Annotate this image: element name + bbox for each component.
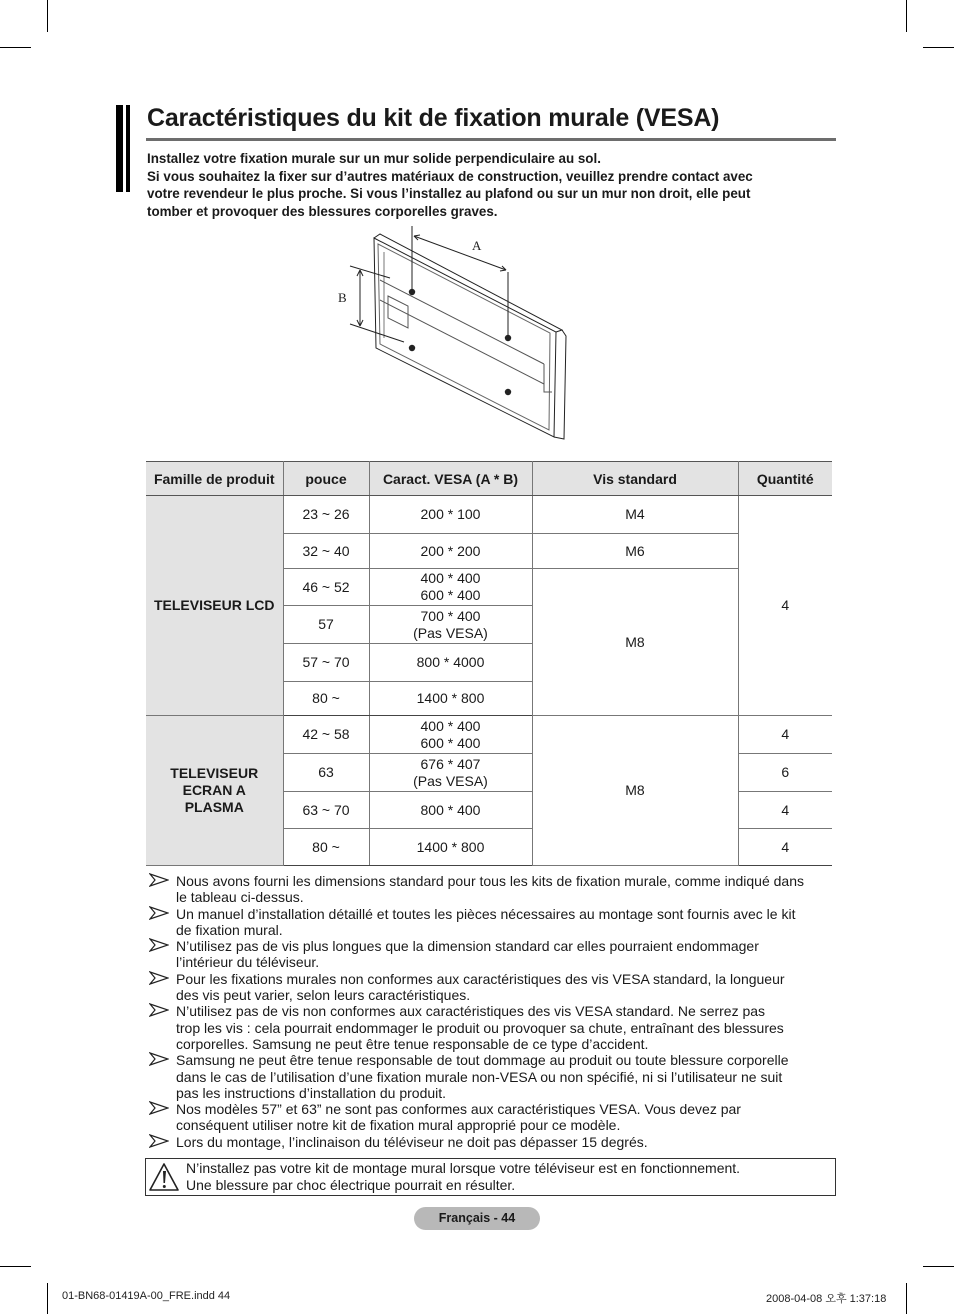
footer-file: 01-BN68-01419A-00_FRE.indd 44 [62,1290,231,1302]
note-line: pas les instructions d’installation du produit. [176,1084,447,1101]
column-header: Famille de produit [146,462,283,496]
note-line: le tableau ci-dessus. [176,889,304,906]
vesa-spec-table [146,461,832,866]
note-line: de fixation mural. [176,921,283,938]
intro-line: Si vous souhaitez la fixer sur d’autres matériaux de construction, veuillez prendre contact avec [147,168,753,184]
note-line: trop les vis : cela pourrait endommager le produit ou provoquer sa chute, entraînant des blessures [176,1019,784,1036]
family-line: PLASMA [184,799,244,815]
crop-mark [923,47,954,48]
note-line: Nous avons fourni les dimensions standard pour tous les kits de fixation murale, comme indiqué dans [176,873,804,889]
title-rule [146,138,836,141]
quantite-cell: 4 [738,829,832,866]
note-line: N’utilisez pas de vis plus longues que la dimension standard car elles pourraient endommager [176,938,759,955]
vesa-cell [369,792,532,829]
note-item [147,1003,842,1052]
dimension-label-b: B [338,290,347,305]
dimension-label-a: A [472,238,482,253]
vesa-value: 676 * 407 [420,755,481,772]
arrow-bullet-icon [149,906,169,920]
family-lcd-cell: TELEVISEUR LCD [146,496,283,716]
vesa-cell [369,534,532,569]
column-header: Quantité [738,462,832,496]
note-line: Pour les fixations murales non conformes aux caractéristiques des vis VESA standard, la longueur [176,970,785,987]
vesa-value: 600 * 400 [420,734,481,751]
note-item [147,1101,842,1134]
intro-line: Installez votre fixation murale sur un mur solide perpendiculaire au sol. [147,151,601,166]
note-line: Lors du montage, l’inclinaison du téléviseur ne doit pas dépasser 15 degrés. [176,1133,648,1150]
intro-line: tomber et provoquer des blessures corporelles graves. [147,203,498,219]
vesa-value: 400 * 400 [420,570,481,586]
quantite-cell: 4 [738,716,832,754]
crop-mark [906,0,907,32]
vesa-cell [369,754,532,792]
family-line: ECRAN A [182,782,246,798]
table-row [146,496,832,534]
note-line: corporelles. Samsung ne peut être tenue responsable de ce type d’accident. [176,1035,649,1052]
vis-cell: M4 [532,496,738,534]
note-item [147,938,842,971]
crop-mark [906,1283,907,1314]
vesa-cell [369,682,532,716]
tv-back-diagram [330,222,580,447]
arrow-bullet-icon [149,873,169,887]
note-line: des vis peut varier, selon leurs caractéristiques. [176,987,471,1004]
warning-box [145,1158,836,1196]
vesa-value: (Pas VESA) [413,772,488,789]
vis-cell: M8 [532,716,738,866]
note-item [147,971,842,1004]
vesa-value: 1400 * 800 [416,690,485,706]
table-header-row [146,462,832,496]
note-line: l’intérieur du téléviseur. [176,954,320,971]
column-header: pouce [283,462,369,496]
vesa-value: 700 * 400 [420,607,481,624]
column-header: Vis standard [532,462,738,496]
pouce-cell: 80 ~ [283,829,369,866]
pouce-cell: 80 ~ [283,682,369,716]
note-line: conséquent utiliser notre kit de fixation mural approprié pour ce modèle. [176,1117,621,1134]
note-item [147,1134,842,1150]
note-line: Nos modèles 57” et 63” ne sont pas conformes aux caractéristiques VESA. Vous devez par [176,1101,741,1118]
vesa-cell [369,716,532,754]
crop-mark [47,1283,48,1314]
vesa-cell [369,496,532,534]
vesa-value: 600 * 400 [420,587,481,603]
note-line: Samsung ne peut être tenue responsable de tout dommage au produit ou toute blessure corporelle [176,1052,789,1069]
pouce-cell: 57 [283,606,369,644]
pouce-cell: 42 ~ 58 [283,716,369,754]
quantite-cell: 6 [738,754,832,792]
quantite-cell: 4 [738,496,832,716]
intro-paragraph [147,150,837,220]
note-item [147,906,842,939]
crop-mark [0,1266,31,1267]
arrow-bullet-icon [149,1101,169,1115]
warning-line: Une blessure par choc électrique pourrait en résulter. [186,1176,516,1193]
note-line: dans le cas de l’utilisation d’une fixation murale non-VESA ou non spécifié, ni si l’utilisateur ne suit [176,1068,783,1085]
warning-line: N’installez pas votre kit de montage mural lorsque votre téléviseur est en fonctionnement. [186,1160,741,1176]
crop-mark [47,0,48,32]
vesa-value: 800 * 4000 [416,654,485,670]
family-line: TELEVISEUR [170,765,259,781]
warning-icon [148,1161,180,1193]
vis-cell: M6 [532,534,738,569]
table-row [146,716,832,754]
vesa-cell [369,644,532,682]
note-item [147,873,842,906]
page-title: Caractéristiques du kit de fixation murale (VESA) [147,104,720,132]
vesa-value: 1400 * 800 [416,838,485,855]
note-line: N’utilisez pas de vis non conformes aux caractéristiques des vis VESA standard. Ne serrez pas [176,1003,766,1020]
arrow-bullet-icon [149,1134,169,1148]
page-number-label: Français - 44 [414,1207,540,1230]
notes-list [147,873,842,1150]
vesa-value: 800 * 400 [420,801,481,818]
family-plasma-cell [146,716,283,866]
pouce-cell: 63 [283,754,369,792]
column-header: Caract. VESA (A * B) [369,462,532,496]
footer-date: 2008-04-08 오후 1:37:18 [766,1293,887,1305]
vesa-cell [369,569,532,606]
arrow-bullet-icon [149,1003,169,1017]
arrow-bullet-icon [149,938,169,952]
pouce-cell: 63 ~ 70 [283,792,369,829]
vesa-value: (Pas VESA) [413,624,488,641]
intro-line: votre revendeur le plus proche. Si vous l’installez au plafond ou sur un mur non droit, elle peut [147,186,751,201]
crop-mark [0,47,31,48]
note-item [147,1052,842,1101]
pouce-cell: 32 ~ 40 [283,534,369,569]
pouce-cell: 46 ~ 52 [283,569,369,606]
vis-cell: M8 [532,569,738,716]
vesa-value: 200 * 100 [420,506,481,522]
vesa-cell [369,606,532,644]
quantite-cell: 4 [738,792,832,829]
pouce-cell: 57 ~ 70 [283,644,369,682]
vesa-value: 200 * 200 [420,542,481,559]
vesa-value: 400 * 400 [420,717,481,734]
arrow-bullet-icon [149,971,169,985]
pouce-cell: 23 ~ 26 [283,496,369,534]
vesa-cell [369,829,532,866]
warning-text [186,1160,740,1193]
note-line: Un manuel d’installation détaillé et toutes les pièces nécessaires au montage sont fournis avec le kit [176,905,796,922]
arrow-bullet-icon [149,1052,169,1066]
crop-mark [923,1266,954,1267]
